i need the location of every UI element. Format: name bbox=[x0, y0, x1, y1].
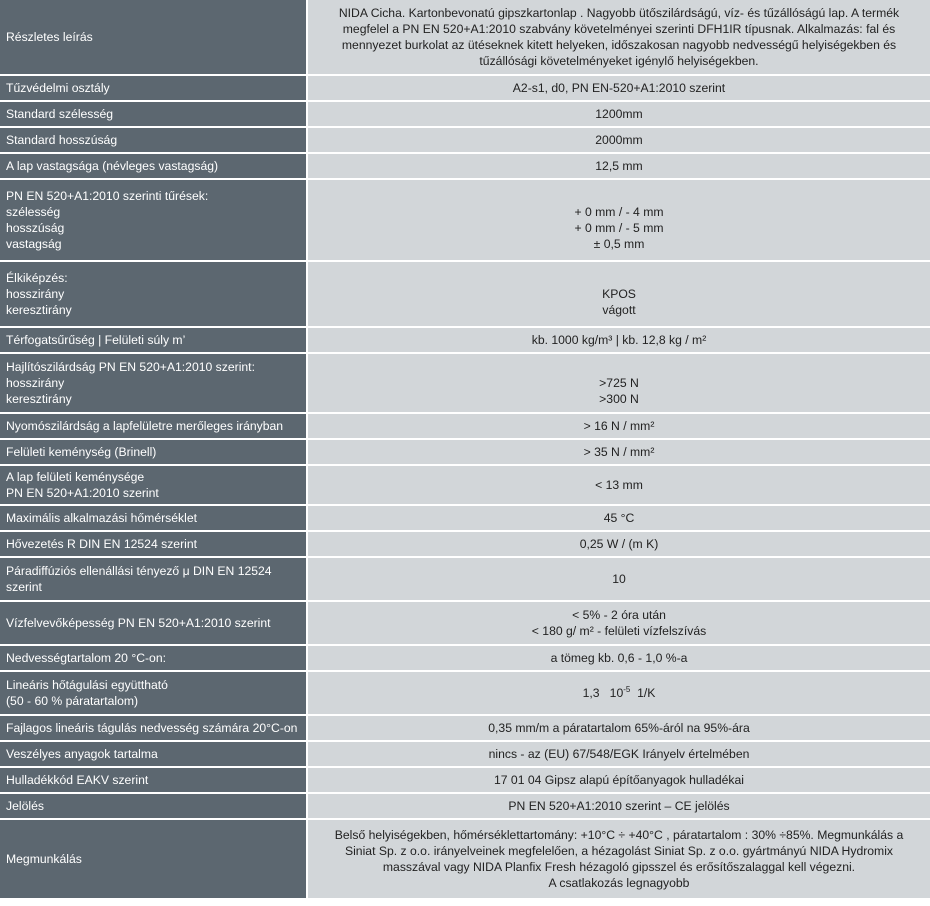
spec-value bbox=[306, 768, 930, 794]
spec-value-line: 45 °C bbox=[603, 511, 635, 525]
spec-value-line: 0,25 W / (m K) bbox=[579, 537, 659, 551]
spec-value bbox=[306, 532, 930, 558]
spec-row bbox=[0, 466, 930, 506]
spec-label-line: hosszúság bbox=[6, 221, 65, 235]
spacer bbox=[318, 188, 920, 204]
spec-value bbox=[306, 506, 930, 532]
spec-value-line: 17 01 04 Gipsz alapú építőanyagok hulladékai bbox=[493, 773, 745, 787]
spec-row bbox=[0, 154, 930, 180]
spec-row bbox=[0, 716, 930, 742]
spec-value-line: < 5% - 2 óra után bbox=[572, 608, 666, 622]
spec-label-line: A lap vastagsága (névleges vastagság) bbox=[6, 159, 219, 173]
spec-value bbox=[306, 716, 930, 742]
spec-label bbox=[0, 440, 306, 466]
spec-value bbox=[306, 558, 930, 602]
spec-label-line: Hajlítószilárdság PN EN 520+A1:2010 szerint: bbox=[6, 360, 255, 374]
spec-row bbox=[0, 820, 930, 900]
spec-label-line: Hővezetés R DIN EN 12524 szerint bbox=[6, 537, 198, 551]
spec-value-line: Belső helyiségekben, hőmérséklettartomány: +10°C ÷ +40°C , páratartalom : 30% ÷85%. Megmunkálás a Siniat Sp. z o.o. irányelveinek megfelelően, a hézagolást Siniat Sp. z o.o. gyártmányú NIDA Hydromix masszával vagy NIDA Planfix Fresh hézagoló gipsszel és erősítőszalaggal kell végezni. bbox=[334, 828, 904, 874]
spec-row bbox=[0, 440, 930, 466]
spec-label-line: (50 - 60 % páratartalom) bbox=[6, 694, 139, 708]
spec-label-line: Standard szélesség bbox=[6, 107, 114, 121]
spec-label bbox=[0, 672, 306, 716]
spec-label-line: szélesség bbox=[6, 205, 61, 219]
spec-value bbox=[306, 742, 930, 768]
spec-label-line: Nyomószilárdság a lapfelületre merőleges irányban bbox=[6, 419, 284, 433]
spec-value-line: + 0 mm / - 5 mm bbox=[574, 221, 664, 235]
spec-value-line: ± 0,5 mm bbox=[593, 237, 645, 251]
spec-label-line: Lineáris hőtágulási együttható bbox=[6, 678, 168, 692]
spec-label-line: A lap felületi keménysége bbox=[6, 470, 145, 484]
spacer bbox=[318, 270, 920, 286]
spec-label-line: Hulladékkód EAKV szerint bbox=[6, 773, 149, 787]
coefficient-exponent: -5 bbox=[623, 684, 631, 694]
spec-label-line: Tűzvédelmi osztály bbox=[6, 81, 110, 95]
spec-value-line: vágott bbox=[602, 303, 636, 317]
spec-label bbox=[0, 716, 306, 742]
spec-value-line: nincs - az (EU) 67/548/EGK Irányelv értelmében bbox=[488, 747, 750, 761]
spec-value bbox=[306, 602, 930, 646]
spec-value-line: kb. 1000 kg/m³ | kb. 12,8 kg / m² bbox=[531, 333, 707, 347]
spec-value-line: >725 N bbox=[599, 376, 639, 390]
spec-value bbox=[306, 646, 930, 672]
spec-row bbox=[0, 328, 930, 354]
spec-label-line: Élkiképzés: bbox=[6, 271, 68, 285]
spec-value-line: NIDA Cicha. Kartonbevonatú gipszkartonlap . Nagyobb ütőszilárdságú, víz- és tűzállóságú lap. A termék megfelel a PN EN 520+A1:2010 szabvány követelményei szerinti DFH1IR típusnak. Alkalmazás: fal és mennyezet burkolat az ütéseknek kitett helyeken, időszakosan nagyobb nedvességű helyiségekben és tűzállósági követelményeket igénylő helyiségekben. bbox=[338, 6, 900, 68]
spec-row bbox=[0, 76, 930, 102]
spec-value-line: PN EN 520+A1:2010 szerint – CE jelölés bbox=[508, 799, 730, 813]
spec-value bbox=[306, 0, 930, 76]
spec-row bbox=[0, 102, 930, 128]
spec-value-line: < 13 mm bbox=[595, 478, 643, 492]
spec-label-line: Nedvességtartalom 20 °C-on: bbox=[6, 651, 167, 665]
spec-row bbox=[0, 414, 930, 440]
spec-value-line: + 0 mm / - 4 mm bbox=[574, 205, 664, 219]
spec-row bbox=[0, 742, 930, 768]
spec-label-line: Megmunkálás bbox=[6, 852, 82, 866]
spec-value-line: > 35 N / mm² bbox=[583, 445, 655, 459]
spec-label-line: Vízfelvevőképesség PN EN 520+A1:2010 szerint bbox=[6, 616, 271, 630]
spec-label-line: Térfogatsűrűség | Felületi súly m’ bbox=[6, 333, 186, 347]
spec-label-line: Részletes leírás bbox=[6, 30, 93, 44]
spec-label-line: Fajlagos lineáris tágulás nedvesség számára 20°C-on bbox=[6, 721, 298, 735]
coefficient-base: 1,3 10 bbox=[582, 686, 624, 700]
spec-value-line: 1200mm bbox=[595, 107, 643, 121]
spec-label-line: Standard hosszúság bbox=[6, 133, 118, 147]
spec-label bbox=[0, 532, 306, 558]
spec-value bbox=[306, 354, 930, 414]
spec-row bbox=[0, 532, 930, 558]
spec-label bbox=[0, 0, 306, 76]
spec-value-line: < 180 g/ m² - felületi vízfelszívás bbox=[531, 624, 707, 638]
spec-row bbox=[0, 262, 930, 328]
spec-value bbox=[306, 76, 930, 102]
spec-label-line: hosszirány bbox=[6, 287, 65, 301]
spec-value bbox=[306, 102, 930, 128]
coefficient-unit: 1/K bbox=[630, 686, 656, 700]
spec-row bbox=[0, 558, 930, 602]
spec-value bbox=[306, 154, 930, 180]
spec-row bbox=[0, 506, 930, 532]
spec-row bbox=[0, 180, 930, 262]
spec-label bbox=[0, 602, 306, 646]
spec-label bbox=[0, 466, 306, 506]
spec-value-line: 12,5 mm bbox=[595, 159, 643, 173]
spec-label bbox=[0, 414, 306, 440]
spec-value-line: KPOS bbox=[602, 287, 636, 301]
spec-label-line: vastagság bbox=[6, 237, 62, 251]
spec-label bbox=[0, 558, 306, 602]
spec-value bbox=[306, 328, 930, 354]
spec-label-line: keresztirány bbox=[6, 303, 72, 317]
spec-label bbox=[0, 646, 306, 672]
spec-label bbox=[0, 768, 306, 794]
spec-label bbox=[0, 154, 306, 180]
spec-row bbox=[0, 672, 930, 716]
spec-value bbox=[306, 466, 930, 506]
spec-row bbox=[0, 794, 930, 820]
spec-label bbox=[0, 262, 306, 328]
spec-label-line: Veszélyes anyagok tartalma bbox=[6, 747, 158, 761]
spec-value-line: > 16 N / mm² bbox=[583, 419, 655, 433]
spec-label bbox=[0, 128, 306, 154]
spec-row bbox=[0, 128, 930, 154]
spec-value bbox=[306, 262, 930, 328]
spec-label-line: Páradiffúziós ellenállási tényező μ DIN EN 12524 bbox=[6, 564, 272, 578]
spec-value-line: 0,35 mm/m a páratartalom 65%-áról na 95%-ára bbox=[488, 721, 750, 735]
spec-row bbox=[0, 646, 930, 672]
spec-value bbox=[306, 794, 930, 820]
spec-label-line: szerint bbox=[6, 580, 42, 594]
spec-value-line bbox=[318, 685, 920, 701]
spec-label bbox=[0, 102, 306, 128]
spec-label-line: keresztirány bbox=[6, 392, 72, 406]
spec-value-line: 2000mm bbox=[595, 133, 643, 147]
spec-row bbox=[0, 602, 930, 646]
spec-label-line: Felületi keménység (Brinell) bbox=[6, 445, 157, 459]
spec-value-line: 10 bbox=[612, 572, 626, 586]
spec-label bbox=[0, 506, 306, 532]
spec-label-line: PN EN 520+A1:2010 szerinti tűrések: bbox=[6, 189, 209, 203]
spec-row bbox=[0, 768, 930, 794]
spec-row bbox=[0, 0, 930, 76]
spec-value bbox=[306, 180, 930, 262]
spec-value-line: >300 N bbox=[599, 392, 639, 406]
spec-label-line: Maximális alkalmazási hőmérséklet bbox=[6, 511, 197, 525]
spec-label-line: PN EN 520+A1:2010 szerint bbox=[6, 486, 159, 500]
spec-label bbox=[0, 794, 306, 820]
spec-value bbox=[306, 414, 930, 440]
spec-value-line: A csatlakozás legnagyobb bbox=[548, 876, 690, 890]
spec-label bbox=[0, 354, 306, 414]
spec-value bbox=[306, 440, 930, 466]
spacer bbox=[318, 359, 920, 375]
spec-row bbox=[0, 354, 930, 414]
spec-label bbox=[0, 742, 306, 768]
spec-label bbox=[0, 820, 306, 900]
spec-value-line: a tömeg kb. 0,6 - 1,0 %-a bbox=[550, 651, 688, 665]
spec-label bbox=[0, 76, 306, 102]
spec-value bbox=[306, 820, 930, 900]
spec-label-line: Jelölés bbox=[6, 799, 44, 813]
spec-value bbox=[306, 128, 930, 154]
spec-label bbox=[0, 328, 306, 354]
spec-value bbox=[306, 672, 930, 716]
spec-value-line: A2-s1, d0, PN EN-520+A1:2010 szerint bbox=[512, 81, 726, 95]
spec-label-line: hosszirány bbox=[6, 376, 65, 390]
spec-label bbox=[0, 180, 306, 262]
